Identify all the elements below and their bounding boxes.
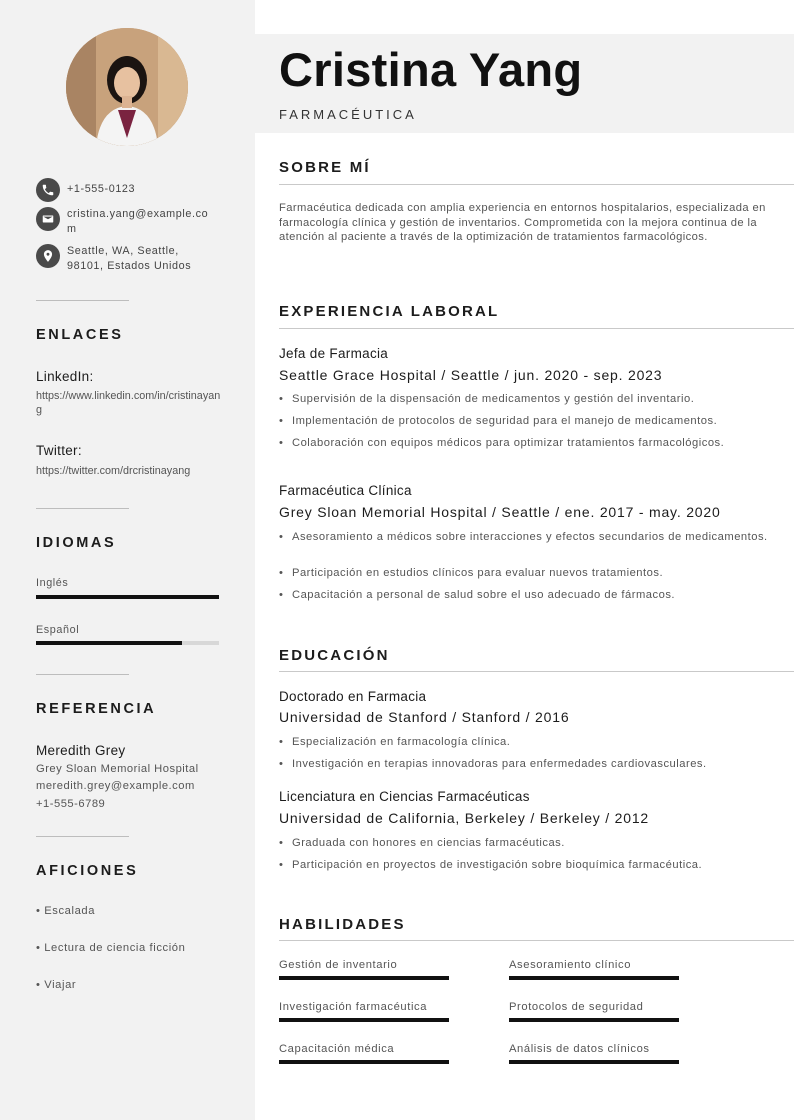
skill-item (509, 1001, 679, 1022)
language-name: Español (36, 624, 80, 636)
hobby-item: • Lectura de ciencia ficción (36, 942, 186, 954)
education-bullet: • Participación en proyectos de investigación sobre bioquímica farmacéutica. (279, 858, 779, 873)
reference-title: REFERENCIA (36, 701, 157, 717)
education-bullet: • Especialización en farmacología clínica. (279, 735, 779, 750)
skill-item (279, 959, 449, 980)
sidebar (0, 0, 255, 1120)
skill-bar (279, 976, 449, 980)
language-level-fill (36, 641, 182, 645)
skill-bar (279, 1018, 449, 1022)
reference-phone: +1-555-6789 (36, 798, 106, 810)
hobbies-title: AFICIONES (36, 863, 139, 879)
twitter-link[interactable]: https://twitter.com/drcristinayang (36, 465, 191, 477)
skill-bar (509, 1018, 679, 1022)
languages-title: IDIOMAS (36, 535, 117, 551)
twitter-label: Twitter: (36, 443, 82, 458)
education-degree: Doctorado en Farmacia (279, 689, 427, 704)
address-text: Seattle, WA, Seattle, 98101, Estados Unidos (67, 245, 192, 272)
job-subtitle: Seattle Grace Hospital / Seattle / jun. 2020 - sep. 2023 (279, 367, 663, 383)
education-subtitle: Universidad de California, Berkeley / Berkeley / 2012 (279, 810, 650, 826)
skill-item (509, 959, 679, 980)
hobby-item: • Viajar (36, 979, 77, 991)
section-rule (279, 184, 794, 185)
skills-title: HABILIDADES (279, 916, 406, 933)
linkedin-label: LinkedIn: (36, 369, 94, 384)
reference-email[interactable]: meredith.grey@example.com (36, 780, 195, 792)
education-bullet: • Graduada con honores en ciencias farmacéuticas. (279, 836, 779, 851)
sidebar-divider (36, 674, 129, 675)
contact-phone (36, 178, 221, 202)
full-name: Cristina Yang (279, 43, 583, 96)
skill-bar (509, 976, 679, 980)
skill-name: Gestión de inventario (279, 959, 398, 971)
sidebar-divider (36, 836, 129, 837)
hobby-item: • Escalada (36, 905, 96, 917)
skill-name: Análisis de datos clínicos (509, 1043, 650, 1055)
education-bullet: • Investigación en terapias innovadoras para enfermedades cardiovasculares. (279, 757, 779, 772)
profile-photo (66, 28, 188, 146)
skill-name: Investigación farmacéutica (279, 1001, 428, 1013)
job-bullet: • Supervisión de la dispensación de medicamentos y gestión del inventario. (279, 392, 779, 407)
sidebar-divider (36, 300, 129, 301)
skill-item (279, 1001, 449, 1022)
skill-bar (509, 1060, 679, 1064)
about-text: Farmacéutica dedicada con amplia experiencia en entornos hospitalarios, especializada en farmacología clínica y gestión de inventarios. Comprometida con la mejora continua de la atención al paciente a través de la optimización de tratamientos farmacológicos. (279, 202, 766, 243)
hobby-label: Viajar (44, 979, 77, 991)
phone-icon (36, 178, 60, 202)
education-degree: Licenciatura en Ciencias Farmacéuticas (279, 789, 530, 804)
job-bullet: • Implementación de protocolos de seguridad para el manejo de medicamentos. (279, 414, 779, 429)
skill-item (279, 1043, 449, 1064)
job-bullet: • Colaboración con equipos médicos para optimizar tratamientos farmacológicos. (279, 436, 779, 451)
about-title: SOBRE MÍ (279, 159, 371, 176)
job-subtitle: Grey Sloan Memorial Hospital / Seattle / ene. 2017 - may. 2020 (279, 504, 721, 520)
section-rule (279, 940, 794, 941)
phone-text: +1-555-0123 (67, 183, 136, 195)
contact-email (36, 207, 221, 237)
job-bullet: • Capacitación a personal de salud sobre el uso adecuado de fármacos. (279, 588, 779, 603)
job-role: FARMACÉUTICA (279, 107, 417, 122)
skill-bar (279, 1060, 449, 1064)
education-subtitle: Universidad de Stanford / Stanford / 2016 (279, 709, 570, 725)
linkedin-link[interactable]: https://www.linkedin.com/in/cristinayang (36, 390, 221, 416)
skill-name: Asesoramiento clínico (509, 959, 632, 971)
reference-name: Meredith Grey (36, 743, 126, 758)
hobby-label: Lectura de ciencia ficción (44, 942, 186, 954)
language-name: Inglés (36, 577, 69, 589)
section-rule (279, 328, 794, 329)
job-bullet: • Participación en estudios clínicos para evaluar nuevos tratamientos. (279, 566, 779, 581)
skill-name: Protocolos de seguridad (509, 1001, 644, 1013)
links-title: ENLACES (36, 327, 124, 343)
job-bullet: • Asesoramiento a médicos sobre interacciones y efectos secundarios de medicamentos. (279, 530, 779, 545)
section-rule (279, 671, 794, 672)
email-text[interactable]: cristina.yang@example.com (67, 208, 209, 235)
sidebar-divider (36, 508, 129, 509)
contact-address (36, 244, 221, 274)
language-level-bar (36, 595, 219, 599)
hobby-label: Escalada (44, 905, 96, 917)
education-title: EDUCACIÓN (279, 647, 390, 664)
language-level-fill (36, 595, 219, 599)
skill-item (509, 1043, 679, 1064)
reference-organization: Grey Sloan Memorial Hospital (36, 763, 199, 775)
experience-title: EXPERIENCIA LABORAL (279, 303, 500, 320)
location-pin-icon (36, 244, 60, 268)
skill-name: Capacitación médica (279, 1043, 395, 1055)
job-title: Farmacéutica Clínica (279, 483, 412, 498)
job-title: Jefa de Farmacia (279, 346, 389, 361)
language-level-bar (36, 641, 219, 645)
email-icon (36, 207, 60, 231)
